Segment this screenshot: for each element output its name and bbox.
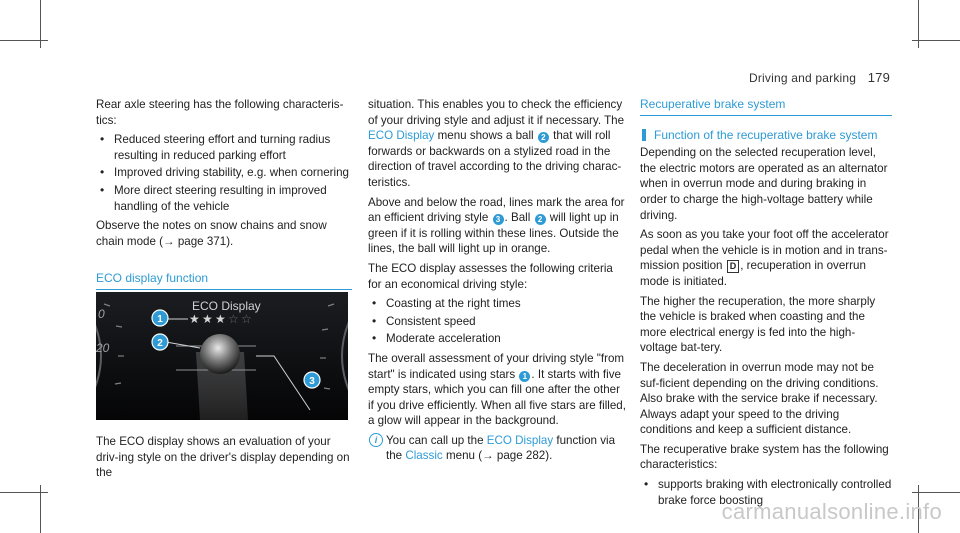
list-item: • Coasting at the right times [368,296,626,312]
page-number: 179 [867,70,890,85]
section-name: Driving and parking [748,71,857,85]
callout-1 [152,310,168,326]
recup-para-2: As soon as you take your foot off the accelerator pedal when the vehicle is in motion and in trans-mission position D , recuperation in overrun mode is initiated. [640,228,889,288]
eco-para-4: The overall assessment of your driving style "from start" is indicated using stars 1 . It starts with five empty stars, which you can fill one after the other if you drive efficiently. When all five stars are filled, a glow will appear in the background. [368,351,626,428]
figure-caption [96,434,352,485]
svg-text:☆: ☆ [228,312,239,326]
crop-mark [0,40,48,41]
recup-para-5: The recuperative brake system has the following characteristics: [640,442,889,472]
crop-mark [912,40,960,41]
list-item: • Consistent speed [368,314,626,330]
observe-notes: Observe the notes on snow chains and snow chain mode (→ page 371). [96,219,327,248]
info-note: i You can call up the ECO Display function via the Classic menu (→ page 282). [368,433,626,464]
callout-2 [152,334,168,350]
svg-text:★: ★ [202,312,213,326]
transmission-d-icon: D [727,260,740,273]
recup-para-1: Depending on the selected recuperation level, the electric motors are operated as an alternator when in overrun mode and during braking in order to charge the high-voltage battery while driving. [640,146,888,222]
recup-para-3: The higher the recuperation, the more sharply the vehicle is braked when coasting and the more electrical energy is fed into the high-voltage bat-tery. [640,294,876,355]
eco-display-figure [96,292,348,420]
list-item: • Improved driving stability, e.g. when cornering [96,165,352,181]
svg-text:★: ★ [215,312,226,326]
classic-menu-link[interactable]: Classic [405,449,443,463]
eco-caption: The ECO display shows an evaluation of your driv-ing style on the driver's display depending on the [96,435,350,480]
info-icon: i [369,433,383,447]
eco-criteria-list [368,296,626,347]
eco-display-function-link[interactable]: ECO Display [486,433,554,447]
svg-text:★: ★ [189,312,200,326]
svg-text:1: 1 [157,314,163,325]
crop-mark [0,492,48,493]
recup-para-4: The deceleration in overrun mode may not be suf-ficient depending on the driving conditions. Also brake with the service brake if necessary. Always adapt your speed to the driving conditions and keep a sufficient distance. [640,360,879,437]
speedo-mark: 0 [98,307,105,321]
section-title-eco: ECO display function [96,271,352,290]
ref-2-badge: 2 [538,132,549,143]
eco-para-3: The ECO display assesses the following criteria for an economical driving style: [368,261,613,291]
column-middle [368,97,626,468]
ref-1-badge: 1 [519,371,530,382]
list-item: • Moderate acceleration [368,331,626,347]
list-item: • More direct steering resulting in improved handling of the vehicle [96,183,352,214]
rear-axle-intro: Rear axle steering has the following characteris-tics: [96,98,344,127]
rear-axle-list [96,132,352,214]
eco-para-2: Above and below the road, lines mark the area for an efficient driving style 3 . Ball 2 will light up in green if it is rolling within these lines. Outside the lines, the ball will light up in orange. [368,195,625,256]
column-right [640,97,892,512]
svg-text:☆: ☆ [241,312,252,326]
callout-3 [304,372,320,388]
svg-text:2: 2 [157,338,163,349]
section-title-recuperative: Recuperative brake system [640,97,892,116]
eco-display-link[interactable]: ECO Display [368,129,435,143]
crop-mark [912,492,960,493]
ref-3-badge: 3 [493,214,504,225]
ref-2-badge: 2 [535,214,546,225]
watermark: carmanualsonline.info [721,499,942,524]
eco-screen-title: ECO Display [192,299,261,313]
list-item: • supports braking with electronically controlled brake force boosting [640,477,892,508]
subsection-title: Function of the recuperative brake system [640,128,892,144]
page-header [749,70,890,85]
svg-text:3: 3 [309,376,315,387]
eco-para-1: situation. This enables you to check the efficiency of your driving style and adjust it if necessary. The ECO Display menu shows a ball 2 that will roll forwards or backwards on a stylized road in the direction of travel according to the driving charac-teristics. [368,98,625,189]
eco-display-illustration [96,292,348,420]
speedo-mark: 20 [96,341,110,355]
list-item: • Reduced steering effort and turning radius resulting in reduced parking effort [96,132,352,163]
column-left [96,97,352,302]
